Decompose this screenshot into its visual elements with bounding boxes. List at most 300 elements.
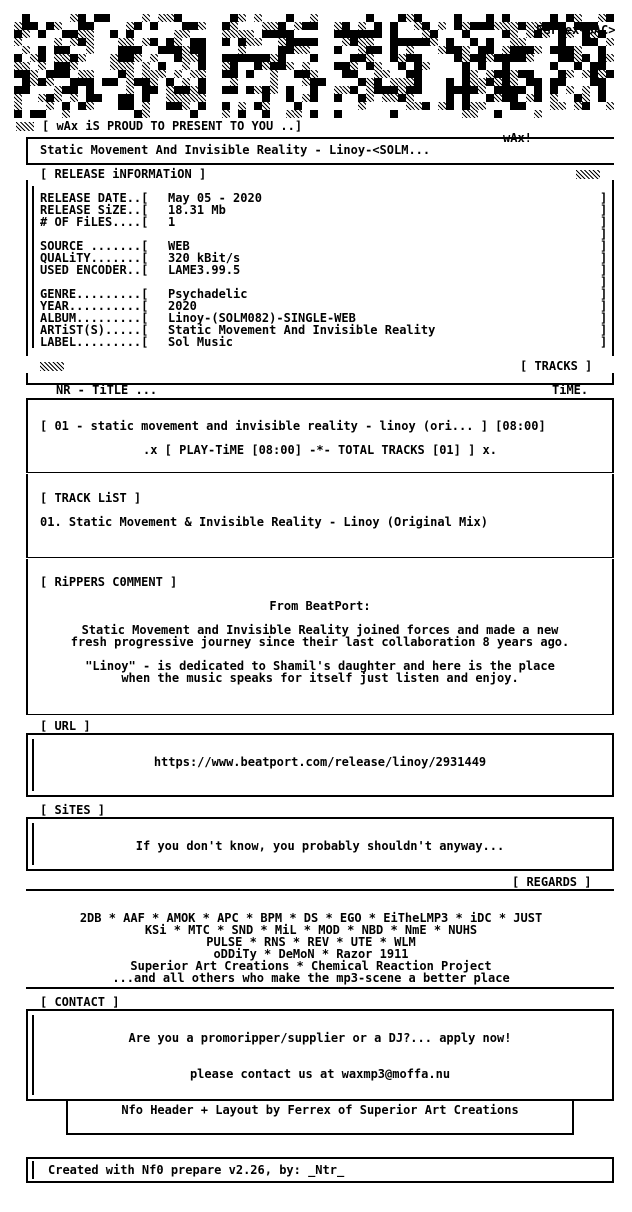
logo-pixel: [166, 14, 174, 22]
logo-pixel: [166, 102, 174, 110]
logo-pixel: [598, 78, 606, 86]
logo-pixel: [358, 94, 366, 102]
logo-pixel: [182, 62, 190, 70]
logo-pixel: [334, 110, 342, 118]
logo-pixel: [182, 102, 190, 110]
logo-pixel: [222, 22, 230, 30]
logo-pixel: [454, 14, 462, 22]
comment-heading: [ RiPPERS C0MMENT ]: [40, 575, 178, 589]
logo-pixel: [342, 22, 350, 30]
logo-pixel: [438, 22, 446, 30]
logo-pixel: [270, 22, 278, 30]
logo-pixel: [102, 78, 110, 86]
logo-pixel: [222, 102, 230, 110]
logo-pixel: [390, 30, 398, 38]
logo-pixel: [230, 70, 238, 78]
logo-pixel: [86, 46, 94, 54]
header-credit: Ferrex<SAC>: [536, 23, 616, 37]
logo-pixel: [414, 22, 422, 30]
release-info-bracket: ]: [600, 311, 608, 325]
logo-pixel: [510, 94, 518, 102]
logo-pixel: [310, 94, 318, 102]
col-time: TiME.: [552, 383, 589, 397]
logo-pixel: [366, 94, 374, 102]
logo-pixel: [390, 110, 398, 118]
wax-ascii-logo: [14, 14, 620, 122]
logo-pixel: [62, 46, 70, 54]
logo-pixel: [142, 78, 150, 86]
logo-pixel: [118, 94, 126, 102]
logo-pixel: [486, 38, 494, 46]
logo-pixel: [262, 94, 270, 102]
release-info-value: 2020: [168, 299, 197, 313]
logo-pixel: [446, 94, 454, 102]
logo-pixel: [14, 94, 22, 102]
logo-pixel: [558, 46, 566, 54]
logo-pixel: [550, 102, 558, 110]
logo-pixel: [142, 102, 150, 110]
logo-pixel: [222, 70, 230, 78]
logo-pixel: [302, 38, 310, 46]
logo-pixel: [534, 46, 542, 54]
logo-pixel: [502, 30, 510, 38]
logo-pixel: [22, 62, 30, 70]
logo-pixel: [406, 14, 414, 22]
logo-pixel: [478, 62, 486, 70]
logo-pixel: [22, 22, 30, 30]
logo-pixel: [526, 30, 534, 38]
tracks-frame: [26, 398, 614, 472]
logo-pixel: [46, 78, 54, 86]
logo-pixel: [294, 70, 302, 78]
logo-pixel: [70, 94, 78, 102]
logo-pixel: [238, 30, 246, 38]
logo-pixel: [134, 22, 142, 30]
logo-pixel: [230, 78, 238, 86]
logo-pixel: [150, 78, 158, 86]
logo-pixel: [14, 38, 22, 46]
logo-pixel: [590, 62, 598, 70]
logo-pixel: [166, 78, 174, 86]
release-info-label: SOURCE .......[: [40, 239, 149, 253]
logo-pixel: [342, 86, 350, 94]
release-info-bracket: ]: [600, 287, 608, 301]
logo-pixel: [382, 86, 390, 94]
logo-pixel: [342, 70, 350, 78]
logo-pixel: [334, 94, 342, 102]
logo-pixel: [86, 30, 94, 38]
logo-pixel: [126, 94, 134, 102]
logo-pixel: [574, 94, 582, 102]
logo-pixel: [582, 38, 590, 46]
logo-pixel: [470, 38, 478, 46]
logo-pixel: [454, 54, 462, 62]
logo-pixel: [270, 70, 278, 78]
logo-pixel: [382, 94, 390, 102]
logo-pixel: [598, 14, 606, 22]
logo-pixel: [518, 46, 526, 54]
logo-pixel: [174, 38, 182, 46]
logo-pixel: [406, 94, 414, 102]
logo-pixel: [230, 62, 238, 70]
logo-pixel: [70, 78, 78, 86]
logo-pixel: [294, 110, 302, 118]
comment-line: "Linoy" - is dedicated to Shamil's daughter and here is the place: [85, 659, 555, 673]
logo-pixel: [366, 14, 374, 22]
logo-pixel: [14, 110, 22, 118]
logo-pixel: [238, 38, 246, 46]
logo-pixel: [358, 46, 366, 54]
logo-pixel: [254, 86, 262, 94]
logo-pixel: [54, 62, 62, 70]
logo-pixel: [366, 30, 374, 38]
release-info-value: 18.31 Mb: [168, 203, 226, 217]
logo-pixel: [22, 70, 30, 78]
logo-pixel: [190, 86, 198, 94]
logo-pixel: [598, 54, 606, 62]
divider: [26, 472, 614, 473]
logo-pixel: [574, 54, 582, 62]
logo-pixel: [118, 54, 126, 62]
logo-pixel: [190, 22, 198, 30]
logo-pixel: [486, 14, 494, 22]
logo-pixel: [278, 22, 286, 30]
regards-line: 2DB * AAF * AMOK * APC * BPM * DS * EGO * EiTheLMP3 * iDC * JUST: [79, 911, 543, 925]
logo-pixel: [574, 62, 582, 70]
logo-pixel: [238, 14, 246, 22]
logo-pixel: [550, 86, 558, 94]
logo-pixel: [494, 54, 502, 62]
logo-pixel: [286, 14, 294, 22]
logo-pixel: [342, 62, 350, 70]
logo-pixel: [470, 110, 478, 118]
logo-pixel: [502, 70, 510, 78]
logo-pixel: [342, 38, 350, 46]
logo-pixel: [478, 46, 486, 54]
logo-pixel: [118, 62, 126, 70]
logo-pixel: [494, 110, 502, 118]
logo-pixel: [462, 102, 470, 110]
logo-pixel: [294, 38, 302, 46]
logo-pixel: [366, 78, 374, 86]
logo-pixel: [390, 86, 398, 94]
logo-pixel: [550, 14, 558, 22]
logo-pixel: [558, 102, 566, 110]
logo-pixel: [246, 30, 254, 38]
logo-pixel: [38, 46, 46, 54]
logo-pixel: [294, 22, 302, 30]
logo-pixel: [606, 54, 614, 62]
logo-pixel: [446, 38, 454, 46]
logo-pixel: [110, 78, 118, 86]
logo-pixel: [62, 62, 70, 70]
logo-pixel: [174, 86, 182, 94]
logo-pixel: [390, 46, 398, 54]
logo-pixel: [502, 94, 510, 102]
logo-pixel: [262, 30, 270, 38]
logo-pixel: [566, 46, 574, 54]
logo-pixel: [286, 86, 294, 94]
logo-pixel: [462, 70, 470, 78]
logo-pixel: [142, 62, 150, 70]
logo-pixel: [510, 86, 518, 94]
logo-pixel: [334, 46, 342, 54]
logo-pixel: [462, 62, 470, 70]
hatch-decoration: [576, 170, 600, 179]
release-info-value: Linoy-(SOLM082)-SINGLE-WEB: [168, 311, 356, 325]
logo-pixel: [598, 62, 606, 70]
logo-pixel: [406, 46, 414, 54]
logo-pixel: [14, 102, 22, 110]
logo-pixel: [494, 86, 502, 94]
logo-pixel: [174, 30, 182, 38]
logo-pixel: [550, 62, 558, 70]
logo-pixel: [278, 30, 286, 38]
logo-pixel: [430, 38, 438, 46]
logo-pixel: [198, 38, 206, 46]
logo-pixel: [254, 38, 262, 46]
logo-pixel: [598, 94, 606, 102]
logo-pixel: [526, 46, 534, 54]
logo-pixel: [30, 70, 38, 78]
logo-pixel: [70, 38, 78, 46]
logo-pixel: [478, 22, 486, 30]
logo-pixel: [230, 54, 238, 62]
logo-pixel: [414, 14, 422, 22]
logo-pixel: [126, 30, 134, 38]
logo-pixel: [134, 110, 142, 118]
logo-pixel: [38, 110, 46, 118]
logo-pixel: [22, 78, 30, 86]
logo-pixel: [518, 86, 526, 94]
release-info-value: Static Movement And Invisible Reality: [168, 323, 436, 337]
logo-pixel: [478, 86, 486, 94]
comment-line: fresh progressive journey since their last collaboration 8 years ago.: [70, 635, 570, 649]
hatch-decoration: [16, 122, 34, 131]
comment-line: when the music speaks for itself just listen and enjoy.: [121, 671, 519, 685]
logo-pixel: [550, 46, 558, 54]
logo-pixel: [46, 94, 54, 102]
logo-pixel: [510, 54, 518, 62]
logo-pixel: [158, 14, 166, 22]
logo-pixel: [238, 54, 246, 62]
logo-pixel: [174, 102, 182, 110]
logo-pixel: [222, 54, 230, 62]
logo-pixel: [286, 110, 294, 118]
logo-pixel: [478, 102, 486, 110]
logo-pixel: [478, 54, 486, 62]
logo-pixel: [494, 78, 502, 86]
logo-pixel: [398, 86, 406, 94]
logo-pixel: [358, 22, 366, 30]
logo-pixel: [182, 30, 190, 38]
logo-pixel: [350, 54, 358, 62]
logo-pixel: [510, 22, 518, 30]
release-title-bar: Static Movement And Invisible Reality - Linoy-<SOLM...: [40, 143, 431, 157]
logo-pixel: [158, 62, 166, 70]
logo-pixel: [62, 102, 70, 110]
logo-pixel: [110, 62, 118, 70]
logo-pixel: [54, 70, 62, 78]
logo-pixel: [190, 94, 198, 102]
logo-pixel: [518, 22, 526, 30]
sites-heading: [ SiTES ]: [40, 803, 106, 817]
logo-pixel: [230, 30, 238, 38]
logo-pixel: [190, 54, 198, 62]
logo-pixel: [422, 38, 430, 46]
logo-pixel: [38, 54, 46, 62]
logo-pixel: [558, 38, 566, 46]
contact-heading: [ CONTACT ]: [40, 995, 120, 1009]
logo-pixel: [422, 30, 430, 38]
logo-pixel: [486, 46, 494, 54]
logo-pixel: [446, 86, 454, 94]
logo-pixel: [222, 38, 230, 46]
logo-pixel: [14, 86, 22, 94]
logo-pixel: [366, 54, 374, 62]
logo-pixel: [510, 30, 518, 38]
release-info-label: LABEL.........[: [40, 335, 149, 349]
logo-pixel: [486, 54, 494, 62]
logo-pixel: [54, 54, 62, 62]
logo-pixel: [310, 86, 318, 94]
logo-pixel: [590, 70, 598, 78]
logo-pixel: [238, 102, 246, 110]
logo-pixel: [406, 70, 414, 78]
logo-pixel: [374, 78, 382, 86]
url-link[interactable]: https://www.beatport.com/release/linoy/2931449: [153, 755, 487, 769]
logo-pixel: [262, 62, 270, 70]
tracks-heading: [ TRACKS ]: [520, 359, 593, 373]
logo-pixel: [430, 30, 438, 38]
release-info-bracket: ]: [600, 299, 608, 313]
track-list-item: 01. Static Movement & Invisible Reality - Linoy (Original Mix): [40, 515, 488, 529]
logo-pixel: [46, 102, 54, 110]
logo-pixel: [566, 86, 574, 94]
inner-left-rule: [32, 1015, 34, 1095]
release-info-bracket: ]: [600, 203, 608, 217]
release-info-value: LAME3.99.5: [168, 263, 241, 277]
logo-pixel: [462, 30, 470, 38]
logo-pixel: [62, 110, 70, 118]
logo-pixel: [254, 102, 262, 110]
logo-pixel: [302, 70, 310, 78]
logo-pixel: [278, 54, 286, 62]
logo-pixel: [558, 78, 566, 86]
logo-pixel: [374, 62, 382, 70]
logo-pixel: [54, 22, 62, 30]
logo-pixel: [470, 54, 478, 62]
logo-pixel: [350, 30, 358, 38]
logo-pixel: [62, 86, 70, 94]
release-info-label: GENRE.........[: [40, 287, 149, 301]
logo-pixel: [182, 86, 190, 94]
logo-pixel: [582, 70, 590, 78]
logo-pixel: [598, 70, 606, 78]
logo-pixel: [310, 22, 318, 30]
logo-pixel: [582, 94, 590, 102]
logo-pixel: [550, 94, 558, 102]
release-info-bracket: ]: [600, 239, 608, 253]
logo-pixel: [414, 86, 422, 94]
logo-pixel: [286, 46, 294, 54]
logo-pixel: [310, 54, 318, 62]
logo-pixel: [78, 78, 86, 86]
logo-pixel: [574, 14, 582, 22]
logo-pixel: [198, 22, 206, 30]
logo-pixel: [142, 38, 150, 46]
logo-pixel: [38, 30, 46, 38]
logo-pixel: [310, 70, 318, 78]
logo-pixel: [470, 78, 478, 86]
logo-pixel: [510, 38, 518, 46]
logo-pixel: [606, 102, 614, 110]
logo-pixel: [70, 54, 78, 62]
regards-line: oDDiTy * DeMoN * Razor 1911: [213, 947, 409, 961]
logo-pixel: [374, 30, 382, 38]
logo-pixel: [22, 14, 30, 22]
logo-pixel: [142, 110, 150, 118]
logo-pixel: [502, 78, 510, 86]
logo-pixel: [334, 86, 342, 94]
logo-pixel: [86, 78, 94, 86]
logo-pixel: [406, 86, 414, 94]
created-with: Created with Nf0 prepare v2.26, by: _Ntr_: [48, 1163, 345, 1177]
logo-pixel: [78, 70, 86, 78]
logo-pixel: [134, 46, 142, 54]
logo-pixel: [262, 102, 270, 110]
logo-pixel: [390, 54, 398, 62]
logo-pixel: [62, 54, 70, 62]
logo-pixel: [238, 110, 246, 118]
regards-line: Superior Art Creations * Chemical Reaction Project: [130, 959, 492, 973]
logo-pixel: [118, 46, 126, 54]
logo-pixel: [334, 30, 342, 38]
logo-pixel: [278, 46, 286, 54]
logo-pixel: [30, 78, 38, 86]
logo-pixel: [606, 38, 614, 46]
logo-pixel: [462, 94, 470, 102]
logo-pixel: [246, 70, 254, 78]
logo-pixel: [534, 86, 542, 94]
logo-pixel: [94, 94, 102, 102]
regards-heading: [ REGARDS ]: [512, 875, 592, 889]
logo-pixel: [270, 30, 278, 38]
logo-pixel: [606, 70, 614, 78]
logo-pixel: [566, 54, 574, 62]
logo-pixel: [270, 78, 278, 86]
logo-pixel: [414, 38, 422, 46]
release-info-bracket: ]: [600, 275, 608, 289]
release-info-value: Sol Music: [168, 335, 234, 349]
logo-pixel: [454, 46, 462, 54]
logo-pixel: [334, 22, 342, 30]
logo-pixel: [390, 78, 398, 86]
logo-pixel: [126, 78, 134, 86]
logo-pixel: [350, 70, 358, 78]
regards-line: KSi * MTC * SND * MiL * MOD * NBD * NmE * NUHS: [144, 923, 478, 937]
logo-pixel: [182, 78, 190, 86]
logo-pixel: [262, 110, 270, 118]
contact-email[interactable]: please contact us at waxmp3@moffa.nu: [189, 1067, 451, 1081]
logo-pixel: [30, 22, 38, 30]
logo-pixel: [22, 86, 30, 94]
logo-pixel: [422, 62, 430, 70]
contact-frame: [26, 1009, 614, 1101]
proud-line: [ wAx iS PROUD TO PRESENT TO YOU ..]: [42, 119, 303, 133]
logo-pixel: [398, 14, 406, 22]
logo-pixel: [286, 38, 294, 46]
